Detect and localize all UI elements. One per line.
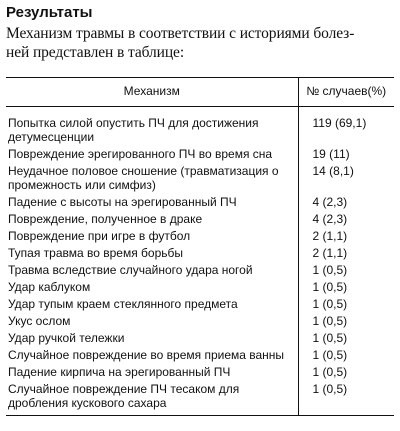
mechanism-cell: [6, 163, 298, 194]
cases-cell: 119 (69,1): [298, 107, 394, 147]
table-row: [6, 146, 394, 163]
table-row: [6, 296, 394, 313]
mechanism-cell: Удар каблуком: [8, 280, 91, 294]
cases-cell: 19 (11): [298, 146, 394, 163]
cases-cell: 4 (2,3): [298, 194, 394, 211]
cases-cell: 1 (0,5): [298, 330, 394, 347]
mechanism-cell: Случайное повреждение во время приема ванны: [8, 348, 285, 362]
mechanism-cell: Повреждение, полученное в драке: [8, 212, 203, 226]
cases-cell: 1 (0,5): [298, 296, 394, 313]
mechanism-cell: Падение с высоты на эрегированный ПЧ: [8, 195, 237, 209]
cases-cell: 2 (1,1): [298, 228, 394, 245]
mechanism-text: Неудачное половое сношение (травматизация о промежность или симфиз): [8, 164, 279, 192]
mechanism-cell: Тупая травма во время борьбы: [8, 246, 184, 260]
table-header-row: [6, 78, 394, 107]
table-row: [6, 364, 394, 381]
mechanism-cell: Падение кирпича на эрегированный ПЧ: [8, 365, 231, 379]
cases-cell: 14 (8,1): [298, 163, 394, 194]
mechanism-cell: Повреждение эрегированного ПЧ во время сна: [8, 147, 273, 161]
mechanism-cell: Удар тупым краем стеклянного предмета: [8, 297, 238, 311]
cases-cell: 1 (0,5): [298, 279, 394, 296]
table-row: [6, 262, 394, 279]
table-row: [6, 163, 394, 194]
cases-cell: 1 (0,5): [298, 313, 394, 330]
cases-cell: 2 (1,1): [298, 245, 394, 262]
table-row: [6, 381, 394, 416]
table-row: [6, 211, 394, 228]
mechanism-text: Случайное повреждение ПЧ тесаком для дробления кускового сахара: [8, 382, 240, 410]
mechanism-cell: Повреждение при игре в футбол: [8, 229, 191, 243]
section-title: Результаты: [6, 4, 93, 21]
mechanism-cell: Травма вследствие случайного удара ногой: [8, 263, 253, 277]
table-row: [6, 194, 394, 211]
mechanism-cell: [6, 107, 298, 147]
mechanism-cell: Укус ослом: [8, 314, 71, 328]
mechanism-cell: Удар ручкой тележки: [8, 331, 125, 345]
table-row: [6, 107, 394, 147]
cases-cell: 4 (2,3): [298, 211, 394, 228]
mechanism-cell: [6, 381, 298, 416]
header-mechanism: Механизм: [6, 78, 298, 107]
intro-line: Механизм травмы в соответствии с историями болез-: [6, 25, 355, 42]
mechanism-text: Попытка силой опустить ПЧ для достижения детумесценции: [8, 116, 259, 144]
header-cases: № случаев(%): [298, 78, 394, 107]
table-row: [6, 245, 394, 262]
table-row: [6, 313, 394, 330]
table-row: [6, 279, 394, 296]
table-row: [6, 347, 394, 364]
cases-cell: 1 (0,5): [298, 262, 394, 279]
cases-cell: 1 (0,5): [298, 381, 394, 416]
results-table: [6, 77, 394, 416]
intro-paragraph: [6, 24, 398, 62]
intro-line: ней представлен в таблице:: [6, 44, 185, 61]
table-row: [6, 228, 394, 245]
cases-cell: 1 (0,5): [298, 347, 394, 364]
cases-cell: 1 (0,5): [298, 364, 394, 381]
table-row: [6, 330, 394, 347]
